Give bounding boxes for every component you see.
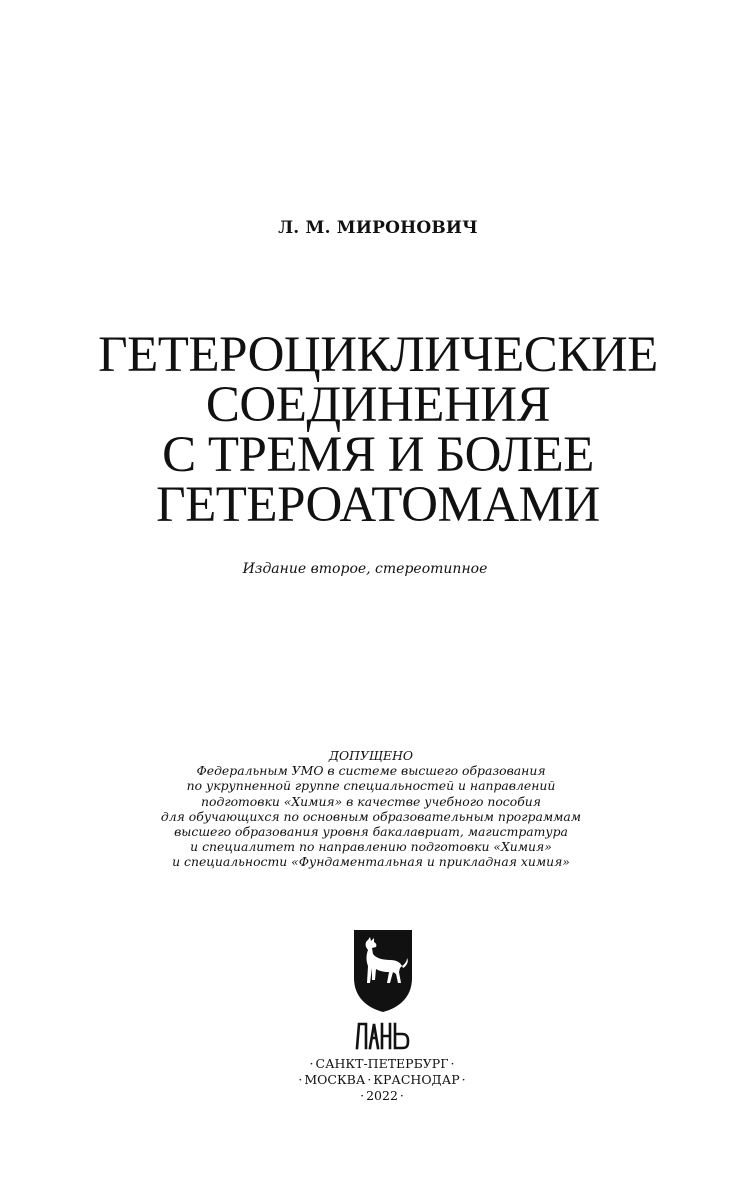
city-krasnodar: КРАСНОДАР (373, 1072, 460, 1087)
approval-line: и специальности «Фундаментальная и прикладная химия» (172, 854, 570, 870)
city-saint-petersburg: САНКТ-ПЕТЕРБУРГ (315, 1056, 449, 1071)
approval-block (0, 748, 742, 870)
publisher-logo (352, 928, 414, 1054)
approval-line: по укрупненной группе специальностей и направлений (186, 778, 556, 794)
separator-dot: · (367, 1072, 372, 1087)
separator-dot: · (298, 1072, 303, 1087)
book-title (0, 327, 756, 533)
title-line: С ТРЕМЯ И БОЛЕЕ (162, 427, 594, 483)
title-line: ГЕТЕРОЦИКЛИЧЕСКИЕ (98, 327, 658, 383)
separator-dot: · (450, 1056, 455, 1071)
approval-line: подготовки «Химия» в качестве учебного пособия (201, 793, 541, 809)
imprint-line-3 (0, 1088, 756, 1104)
approval-line: высшего образования уровня бакалавриат, магистратура (174, 824, 568, 840)
approval-heading: ДОПУЩЕНО (328, 748, 414, 763)
approval-line: Федеральным УМО в системе высшего образования (196, 763, 546, 779)
separator-dot: · (309, 1056, 314, 1071)
imprint-line-2 (0, 1072, 756, 1088)
separator-dot: · (461, 1072, 466, 1087)
separator-dot: · (360, 1088, 365, 1103)
author-name: Л. М. МИРОНОВИЧ (278, 218, 478, 238)
separator-dot: · (399, 1088, 404, 1103)
imprint-line-1 (0, 1056, 756, 1072)
approval-line: и специалитет по направлению подготовки «Химия» (190, 839, 552, 855)
title-line: СОЕДИНЕНИЯ (205, 377, 551, 433)
approval-line: для обучающихся по основным образовательным программам (160, 808, 582, 824)
publisher-imprint (0, 1056, 756, 1104)
publication-year: 2022 (366, 1088, 398, 1103)
edition-note: Издание второе, стереотипное (242, 561, 488, 577)
title-line: ГЕТЕРОАТОМАМИ (156, 477, 600, 533)
city-moscow: МОСКВА (304, 1072, 366, 1087)
